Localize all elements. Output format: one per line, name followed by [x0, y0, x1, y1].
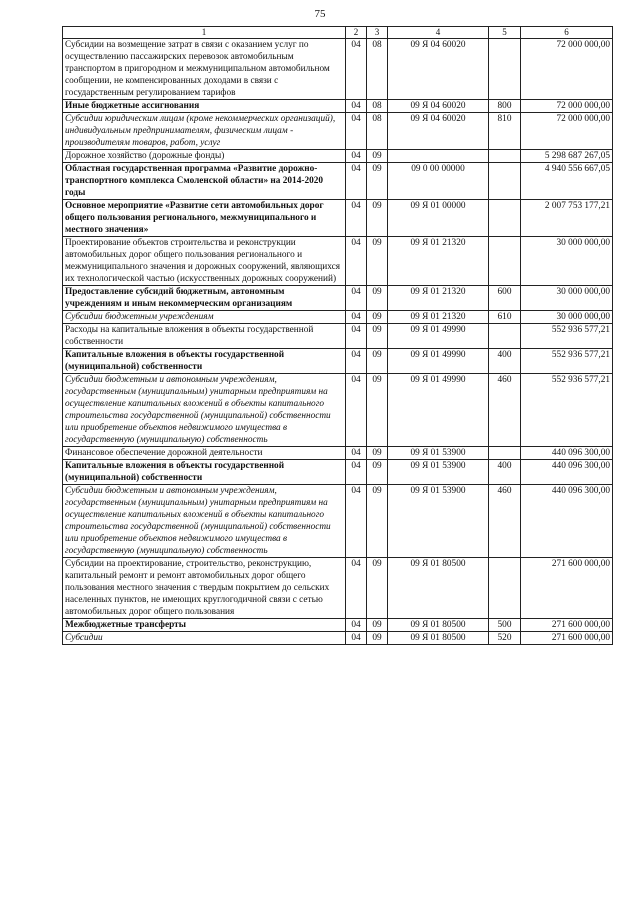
table-row — [63, 374, 613, 447]
row-sum: 271 600 000,00 — [521, 632, 613, 645]
row-target-code: 09 Я 01 80500 — [388, 558, 489, 619]
row-name: Субсидии юридическим лицам (кроме некоммерческих организаций), индивидуальным предпринимателям, физическим лицам - производителям товаров, работ, услуг — [63, 113, 346, 150]
row-subsection: 09 — [367, 349, 388, 374]
row-subsection: 09 — [367, 324, 388, 349]
row-subsection: 08 — [367, 113, 388, 150]
header-cell-6: 6 — [521, 27, 613, 39]
row-expense-type: 610 — [489, 311, 521, 324]
row-target-code: 09 Я 01 53900 — [388, 460, 489, 485]
row-target-code: 09 Я 04 60020 — [388, 113, 489, 150]
row-target-code: 09 Я 01 21320 — [388, 311, 489, 324]
header-cell-2: 2 — [346, 27, 367, 39]
row-name: Дорожное хозяйство (дорожные фонды) — [63, 150, 346, 163]
row-name: Субсидии на проектирование, строительство, реконструкцию, капитальный ремонт и ремонт автомобильных дорог общего пользования местного значения с твердым покрытием до сельских населенных пунктов, не имеющих круглогодичной связи с сетью автомобильных дорог общего пользования — [63, 558, 346, 619]
header-cell-5: 5 — [489, 27, 521, 39]
table-row — [63, 485, 613, 558]
row-expense-type — [489, 324, 521, 349]
row-sum: 552 936 577,21 — [521, 324, 613, 349]
row-name: Областная государственная программа «Развитие дорожно-транспортного комплекса Смоленской области» на 2014-2020 годы — [63, 163, 346, 200]
row-subsection: 09 — [367, 200, 388, 237]
row-expense-type: 810 — [489, 113, 521, 150]
table-row — [63, 619, 613, 632]
table-row — [63, 150, 613, 163]
table-row — [63, 39, 613, 100]
row-target-code — [388, 150, 489, 163]
row-expense-type: 460 — [489, 485, 521, 558]
table-row — [63, 558, 613, 619]
row-target-code: 09 0 00 00000 — [388, 163, 489, 200]
row-section: 04 — [346, 200, 367, 237]
row-section: 04 — [346, 460, 367, 485]
table-row — [63, 200, 613, 237]
row-section: 04 — [346, 324, 367, 349]
table-row — [63, 100, 613, 113]
row-section: 04 — [346, 374, 367, 447]
row-sum: 30 000 000,00 — [521, 286, 613, 311]
row-section: 04 — [346, 113, 367, 150]
table-row — [63, 311, 613, 324]
row-target-code: 09 Я 01 80500 — [388, 632, 489, 645]
table-row — [63, 163, 613, 200]
row-name: Субсидии — [63, 632, 346, 645]
table-row — [63, 349, 613, 374]
budget-table — [62, 26, 613, 645]
row-expense-type — [489, 237, 521, 286]
row-name: Предоставление субсидий бюджетным, автономным учреждениям и иным некоммерческим организациям — [63, 286, 346, 311]
row-subsection: 09 — [367, 632, 388, 645]
table-row — [63, 286, 613, 311]
row-sum: 271 600 000,00 — [521, 558, 613, 619]
row-target-code: 09 Я 01 49990 — [388, 374, 489, 447]
row-name: Капитальные вложения в объекты государственной (муниципальной) собственности — [63, 349, 346, 374]
row-subsection: 09 — [367, 460, 388, 485]
row-name: Субсидии бюджетным и автономным учреждениям, государственным (муниципальным) унитарным предприятиям на осуществление капитальных вложений в объекты капитального строительства государственной (муниципальной) собственности или приобретение объектов недвижимого имущества в государственную (муниципальную) собственность — [63, 374, 346, 447]
row-expense-type — [489, 200, 521, 237]
row-expense-type — [489, 39, 521, 100]
table-row — [63, 113, 613, 150]
row-target-code: 09 Я 01 49990 — [388, 349, 489, 374]
row-section: 04 — [346, 286, 367, 311]
row-expense-type: 400 — [489, 460, 521, 485]
row-sum: 72 000 000,00 — [521, 113, 613, 150]
row-section: 04 — [346, 632, 367, 645]
header-cell-1: 1 — [63, 27, 346, 39]
row-expense-type: 520 — [489, 632, 521, 645]
table-row — [63, 460, 613, 485]
row-sum: 440 096 300,00 — [521, 485, 613, 558]
row-name: Финансовое обеспечение дорожной деятельности — [63, 447, 346, 460]
row-section: 04 — [346, 237, 367, 286]
row-subsection: 09 — [367, 374, 388, 447]
row-section: 04 — [346, 485, 367, 558]
table-row — [63, 632, 613, 645]
row-sum: 440 096 300,00 — [521, 460, 613, 485]
row-sum: 271 600 000,00 — [521, 619, 613, 632]
row-expense-type — [489, 558, 521, 619]
row-sum: 4 940 556 667,05 — [521, 163, 613, 200]
row-section: 04 — [346, 349, 367, 374]
row-expense-type: 460 — [489, 374, 521, 447]
row-section: 04 — [346, 447, 367, 460]
row-subsection: 09 — [367, 311, 388, 324]
table-row — [63, 324, 613, 349]
row-section: 04 — [346, 100, 367, 113]
row-section: 04 — [346, 619, 367, 632]
row-sum: 440 096 300,00 — [521, 447, 613, 460]
row-expense-type: 500 — [489, 619, 521, 632]
row-expense-type — [489, 150, 521, 163]
row-subsection: 09 — [367, 447, 388, 460]
row-subsection: 08 — [367, 100, 388, 113]
row-sum: 30 000 000,00 — [521, 237, 613, 286]
row-section: 04 — [346, 311, 367, 324]
row-target-code: 09 Я 01 80500 — [388, 619, 489, 632]
row-name: Расходы на капитальные вложения в объекты государственной собственности — [63, 324, 346, 349]
row-subsection: 09 — [367, 150, 388, 163]
row-subsection: 09 — [367, 163, 388, 200]
row-expense-type — [489, 163, 521, 200]
row-subsection: 09 — [367, 619, 388, 632]
row-target-code: 09 Я 01 53900 — [388, 485, 489, 558]
row-section: 04 — [346, 150, 367, 163]
row-target-code: 09 Я 01 21320 — [388, 286, 489, 311]
header-cell-3: 3 — [367, 27, 388, 39]
row-sum: 30 000 000,00 — [521, 311, 613, 324]
row-expense-type — [489, 447, 521, 460]
page-number: 75 — [314, 8, 326, 20]
row-target-code: 09 Я 01 00000 — [388, 200, 489, 237]
row-sum: 552 936 577,21 — [521, 349, 613, 374]
header-cell-4: 4 — [388, 27, 489, 39]
row-name: Иные бюджетные ассигнования — [63, 100, 346, 113]
row-name: Капитальные вложения в объекты государственной (муниципальной) собственности — [63, 460, 346, 485]
row-expense-type: 800 — [489, 100, 521, 113]
row-sum: 72 000 000,00 — [521, 39, 613, 100]
row-section: 04 — [346, 39, 367, 100]
row-target-code: 09 Я 04 60020 — [388, 39, 489, 100]
row-subsection: 08 — [367, 39, 388, 100]
row-subsection: 09 — [367, 237, 388, 286]
row-sum: 5 298 687 267,05 — [521, 150, 613, 163]
row-target-code: 09 Я 01 49990 — [388, 324, 489, 349]
row-target-code: 09 Я 01 53900 — [388, 447, 489, 460]
row-name: Проектирование объектов строительства и реконструкции автомобильных дорог общего пользования регионального и межмуниципального значения и дорожных сооружений, являющихся их технологической частью (искусственных дорожных сооружений) — [63, 237, 346, 286]
table-row — [63, 237, 613, 286]
row-sum: 2 007 753 177,21 — [521, 200, 613, 237]
row-expense-type: 400 — [489, 349, 521, 374]
row-subsection: 09 — [367, 485, 388, 558]
row-target-code: 09 Я 04 60020 — [388, 100, 489, 113]
row-subsection: 09 — [367, 286, 388, 311]
table-row — [63, 447, 613, 460]
row-subsection: 09 — [367, 558, 388, 619]
row-sum: 552 936 577,21 — [521, 374, 613, 447]
row-name: Субсидии на возмещение затрат в связи с оказанием услуг по осуществлению пассажирских перевозок автомобильным транспортом в пригородном и межмуниципальном автомобильном сообщении, не компенсированных доходами в связи с государственным регулированием тарифов — [63, 39, 346, 100]
row-expense-type: 600 — [489, 286, 521, 311]
row-name: Субсидии бюджетным учреждениям — [63, 311, 346, 324]
row-sum: 72 000 000,00 — [521, 100, 613, 113]
row-section: 04 — [346, 558, 367, 619]
row-section: 04 — [346, 163, 367, 200]
row-name: Субсидии бюджетным и автономным учреждениям, государственным (муниципальным) унитарным предприятиям на осуществление капитальных вложений в объекты капитального строительства государственной (муниципальной) собственности или приобретение объектов недвижимого имущества в государственную (муниципальную) собственность — [63, 485, 346, 558]
row-target-code: 09 Я 01 21320 — [388, 237, 489, 286]
header-row — [63, 27, 613, 39]
row-name: Межбюджетные трансферты — [63, 619, 346, 632]
row-name: Основное мероприятие «Развитие сети автомобильных дорог общего пользования регионального, межмуниципального и местного значения» — [63, 200, 346, 237]
